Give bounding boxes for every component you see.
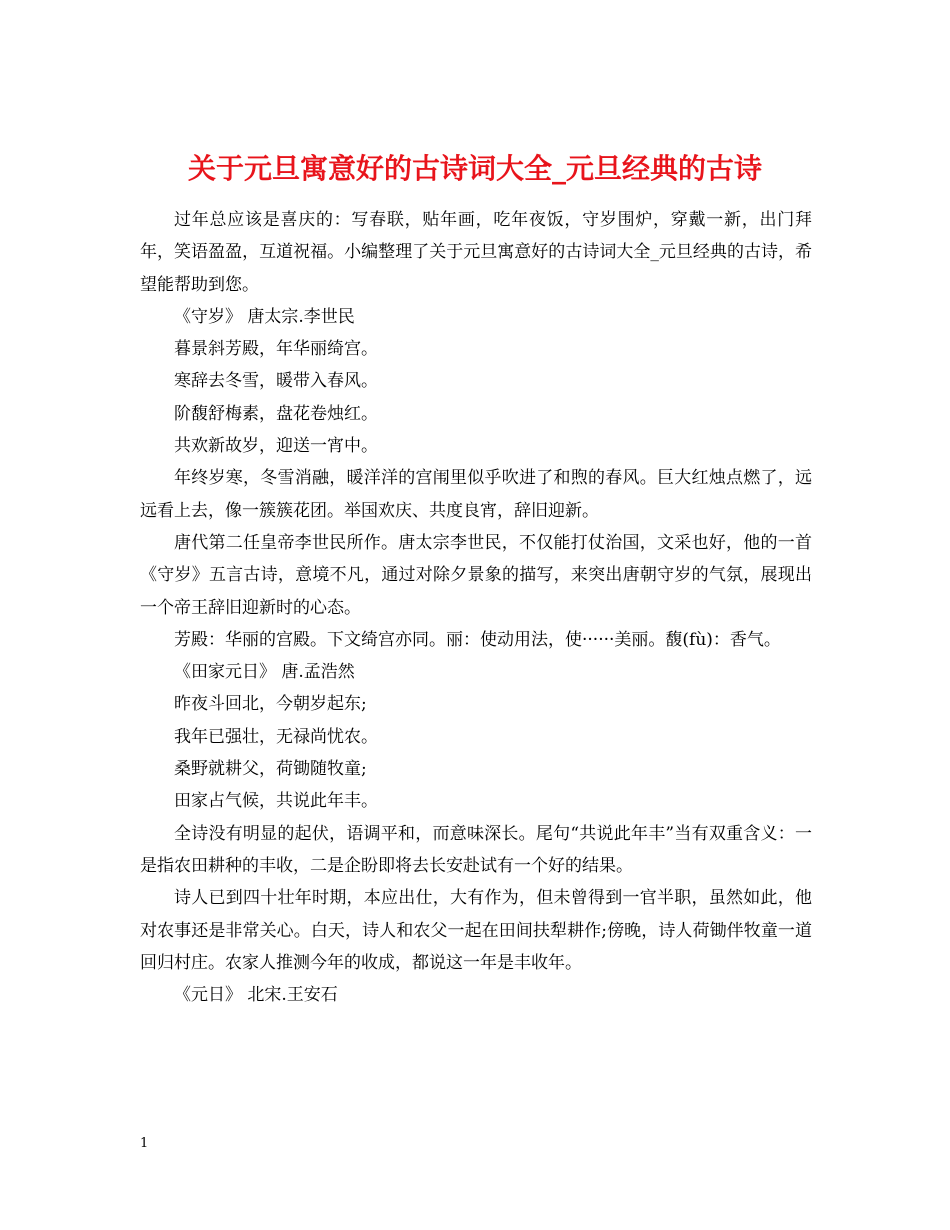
poem-line: 共欢新故岁，迎送一宵中。: [174, 436, 378, 457]
poem-title-tianjia: 《田家元日》 唐.孟浩然: [174, 662, 355, 683]
annotation-paragraph: 芳殿：华丽的宫殿。下文绮宫亦同。丽：使动用法，使······美丽。馥(fù)：香气。: [174, 629, 781, 650]
body-paragraph: 唐代第二任皇帝李世民所作。唐太宗李世民，不仅能打仗治国，文采也好，他的一首《守岁》五言古诗，意境不凡，通过对除夕景象的描写，来突出唐朝守岁的气氛，展现出一个帝王辞旧迎新时的心态。: [140, 532, 812, 618]
document-title: 关于元旦寓意好的古诗词大全_元旦经典的古诗: [187, 151, 762, 185]
poem-line: 田家占气候，共说此年丰。: [174, 791, 378, 812]
poem-line: 桑野就耕父，荷锄随牧童;: [174, 759, 367, 780]
intro-paragraph: 过年总应该是喜庆的：写春联，贴年画，吃年夜饭，守岁围炉，穿戴一新，出门拜年，笑语盈盈，互道祝福。小编整理了关于元旦寓意好的古诗词大全_元旦经典的古诗，希望能帮助到您。: [140, 210, 812, 295]
poem-title-shousui: 《守岁》 唐太宗.李世民: [174, 306, 355, 327]
poem-line: 昨夜斗回北，今朝岁起东;: [174, 694, 367, 715]
body-paragraph: 全诗没有明显的起伏，语调平和，而意味深长。尾句“共说此年丰”当有双重含义：一是指农田耕种的丰收，二是企盼即将去长安赴试有一个好的结果。: [140, 823, 812, 876]
page-number: 1: [140, 1136, 149, 1151]
document-body: [140, 204, 812, 1011]
body-paragraph: 诗人已到四十壮年时期，本应出仕，大有作为，但未曾得到一官半职，虽然如此，他对农事还是非常关心。白天，诗人和农父一起在田间扶犁耕作;傍晚，诗人荷锄伴牧童一道回归村庄。农家人推测今年的收成，都说这一年是丰收年。: [140, 888, 812, 973]
poem-title-yuanri: 《元日》 北宋.王安石: [174, 985, 338, 1006]
poem-line: 阶馥舒梅素，盘花卷烛红。: [174, 403, 378, 424]
poem-line: 我年已强壮，无禄尚忧农。: [174, 726, 378, 747]
poem-line: 暮景斜芳殿，年华丽绮宫。: [174, 339, 378, 360]
poem-line: 寒辞去冬雪，暖带入春风。: [174, 371, 378, 392]
body-paragraph: 年终岁寒，冬雪消融，暖洋洋的宫闱里似乎吹进了和煦的春风。巨大红烛点燃了，远远看上去，像一簇簇花团。举国欢庆、共度良宵，辞旧迎新。: [140, 468, 812, 521]
